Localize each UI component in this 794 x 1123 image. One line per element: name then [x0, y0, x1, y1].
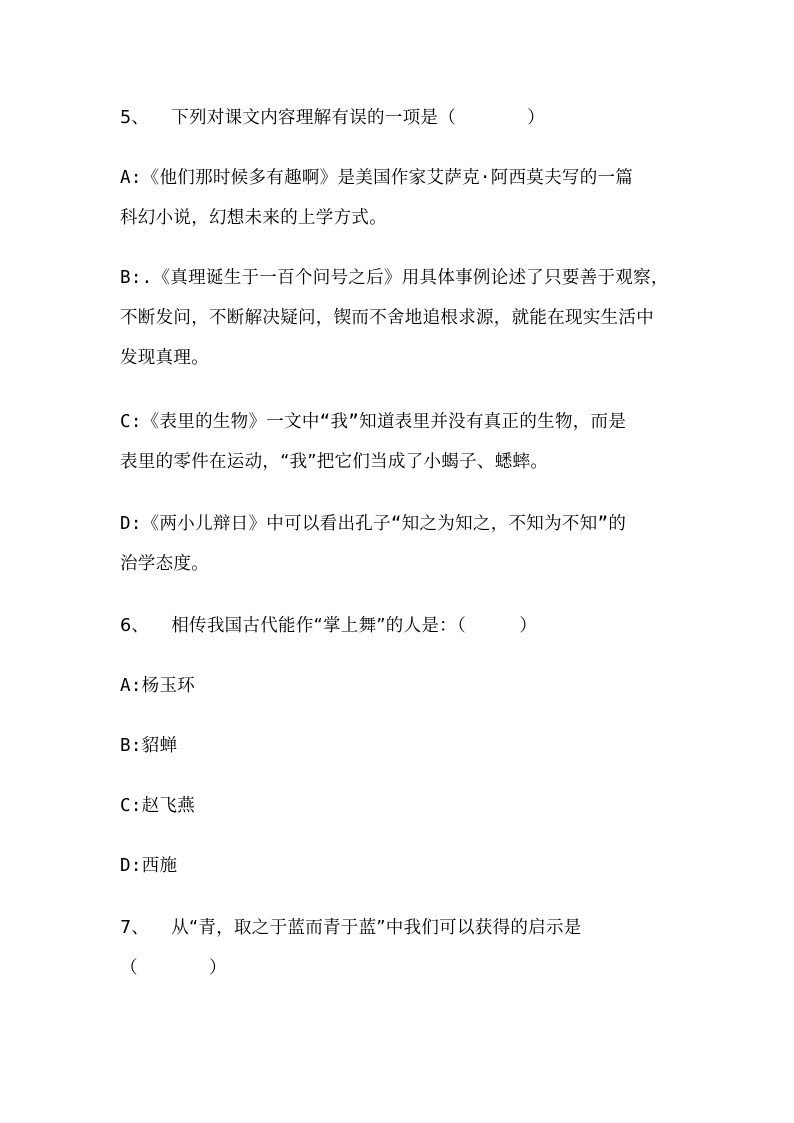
option-5c-line-2: 表里的零件在运动，“我”把它们当成了小蝎子、蟋蟀。 — [120, 452, 549, 472]
question-text: 相传我国古代能作“掌上舞”的人是：（ ） — [171, 616, 538, 636]
option-5b-line-3: 发现真理。 — [120, 348, 209, 368]
question-7-answer-blank: （ ） — [120, 958, 227, 978]
question-text: 从“青，取之于蓝而青于蓝”中我们可以获得的启示是 — [171, 918, 582, 938]
question-5-stem — [120, 106, 545, 130]
option-5d-line-2: 治学态度。 — [120, 554, 209, 574]
option-5b-line-1: B:.《真理诞生于一百个问号之后》用具体事例论述了只要善于观察， — [120, 268, 669, 288]
question-number: 7、 — [120, 918, 150, 938]
option-5b-line-2: 不断发问，不断解决疑问，锲而不舍地追根求源，就能在现实生活中 — [120, 308, 654, 328]
option-6a: A:杨玉环 — [120, 676, 196, 696]
option-6b: B:貂蝉 — [120, 736, 178, 756]
question-number: 5、 — [120, 108, 150, 128]
option-6c: C:赵飞燕 — [120, 796, 196, 816]
option-6d: D:西施 — [120, 856, 178, 876]
option-5d-line-1: D:《两小儿辩日》中可以看出孔子“知之为知之，不知为不知”的 — [120, 514, 627, 534]
question-text: 下列对课文内容理解有误的一项是（ ） — [171, 108, 546, 128]
question-6-stem — [120, 614, 537, 638]
option-5a-line-2: 科幻小说，幻想未来的上学方式。 — [120, 208, 387, 228]
question-number: 6、 — [120, 616, 150, 636]
option-5a-line-1: A:《他们那时候多有趣啊》是美国作家艾萨克·阿西莫夫写的一篇 — [120, 168, 634, 188]
question-7-stem — [120, 916, 582, 940]
option-5c-line-1: C:《表里的生物》一文中“我”知道表里并没有真正的生物，而是 — [120, 412, 627, 432]
